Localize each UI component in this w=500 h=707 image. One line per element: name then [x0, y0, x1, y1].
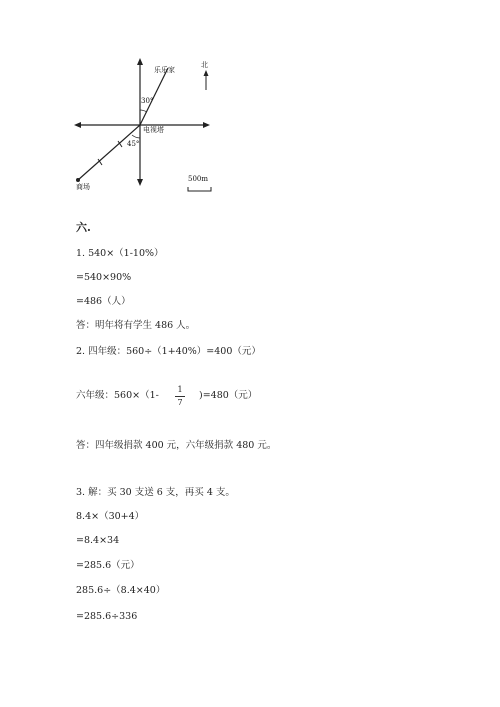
solution-line: 3. 解：买 30 支送 6 支，再买 4 支。 [76, 487, 235, 498]
solution-line-tail: )=480（元） [199, 390, 258, 401]
label-angle-30: 30° [141, 97, 154, 105]
scale-bar [188, 187, 211, 191]
fraction-denominator: 7 [177, 398, 183, 407]
fraction-bar [175, 396, 185, 397]
section-heading: 六. [76, 221, 91, 234]
solution-line: 2. 四年级：560÷（1+40%）=400（元） [76, 346, 261, 357]
label-mall: 商场 [76, 183, 90, 191]
north-arrow-icon [204, 70, 209, 76]
answer-line: 答：明年将有学生 486 人。 [76, 320, 196, 331]
label-angle-45: 45° [127, 140, 140, 148]
angle-arc-45 [132, 135, 140, 138]
solution-line: =285.6（元） [76, 560, 140, 571]
line-to-mall [78, 125, 140, 180]
south-arrow-head [137, 179, 143, 186]
solution-line: =540×90% [76, 272, 132, 283]
solution-line: 1. 540×（1-10%） [76, 248, 164, 259]
angle-arc-30 [140, 110, 147, 112]
north-indicator-svg [198, 58, 214, 94]
east-arrow [203, 122, 210, 128]
label-tv-tower: 电视塔 [143, 126, 164, 134]
label-scale: 500m [188, 175, 208, 183]
fraction-numerator: 1 [177, 385, 183, 394]
fraction-one-seventh [173, 385, 187, 408]
solution-line: 六年级：560×（1- [76, 390, 159, 401]
solution-line: 285.6÷（8.4×40） [76, 585, 166, 596]
west-arrow [74, 122, 81, 128]
north-indicator [198, 58, 214, 94]
solution-line: =486（人） [76, 296, 131, 307]
solution-line: 8.4×（30+4） [76, 511, 145, 522]
solution-line: =285.6÷336 [76, 611, 138, 622]
label-lelejia: 乐乐家 [154, 66, 175, 74]
solution-line: =8.4×34 [76, 535, 120, 546]
mall-point [76, 178, 80, 182]
answer-line: 答：四年级捐款 400 元，六年级捐款 480 元。 [76, 440, 277, 451]
north-arrow-head [137, 58, 143, 65]
label-north: 北 [201, 61, 208, 69]
